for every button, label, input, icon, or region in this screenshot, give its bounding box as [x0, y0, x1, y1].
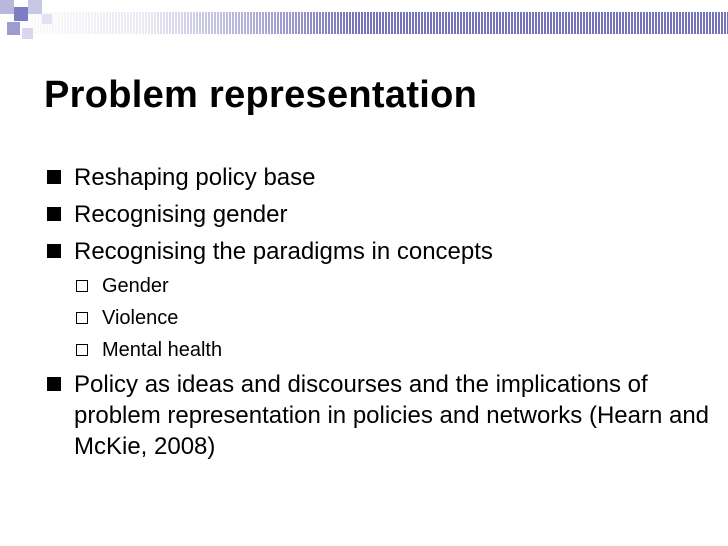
- bullet-list: [44, 162, 714, 468]
- decorative-square: [42, 14, 52, 24]
- bullet-text: Recognising the paradigms in concepts: [74, 238, 493, 265]
- hollow-square-bullet-icon: [76, 280, 88, 292]
- decorative-square: [7, 22, 20, 35]
- filled-square-bullet-icon: [47, 244, 61, 258]
- bullet-item: [44, 199, 714, 230]
- sub-bullet-item: [72, 273, 714, 299]
- decorative-square: [0, 0, 14, 14]
- sub-bullet-text: Gender: [102, 275, 169, 297]
- sub-bullet-item: [72, 305, 714, 331]
- bullet-text: Reshaping policy base: [74, 164, 316, 191]
- sub-bullet-text: Mental health: [102, 339, 223, 361]
- decorative-square: [28, 0, 42, 14]
- bullet-item: [44, 369, 714, 462]
- decorative-header-band: [0, 12, 728, 34]
- bullet-item: [44, 236, 714, 267]
- decorative-square: [22, 28, 33, 39]
- sub-bullet-item: [72, 337, 714, 363]
- hollow-square-bullet-icon: [76, 344, 88, 356]
- bullet-text: Policy as ideas and discourses and the implications of problem representation in policies and networks (Hearn and McKie, 2008): [74, 371, 710, 460]
- sub-bullet-text: Violence: [102, 307, 179, 329]
- filled-square-bullet-icon: [47, 377, 61, 391]
- slide-title: Problem representation: [44, 74, 478, 116]
- filled-square-bullet-icon: [47, 170, 61, 184]
- hollow-square-bullet-icon: [76, 312, 88, 324]
- decorative-square: [14, 7, 28, 21]
- filled-square-bullet-icon: [47, 207, 61, 221]
- bullet-item: [44, 162, 714, 193]
- bullet-text: Recognising gender: [74, 201, 288, 228]
